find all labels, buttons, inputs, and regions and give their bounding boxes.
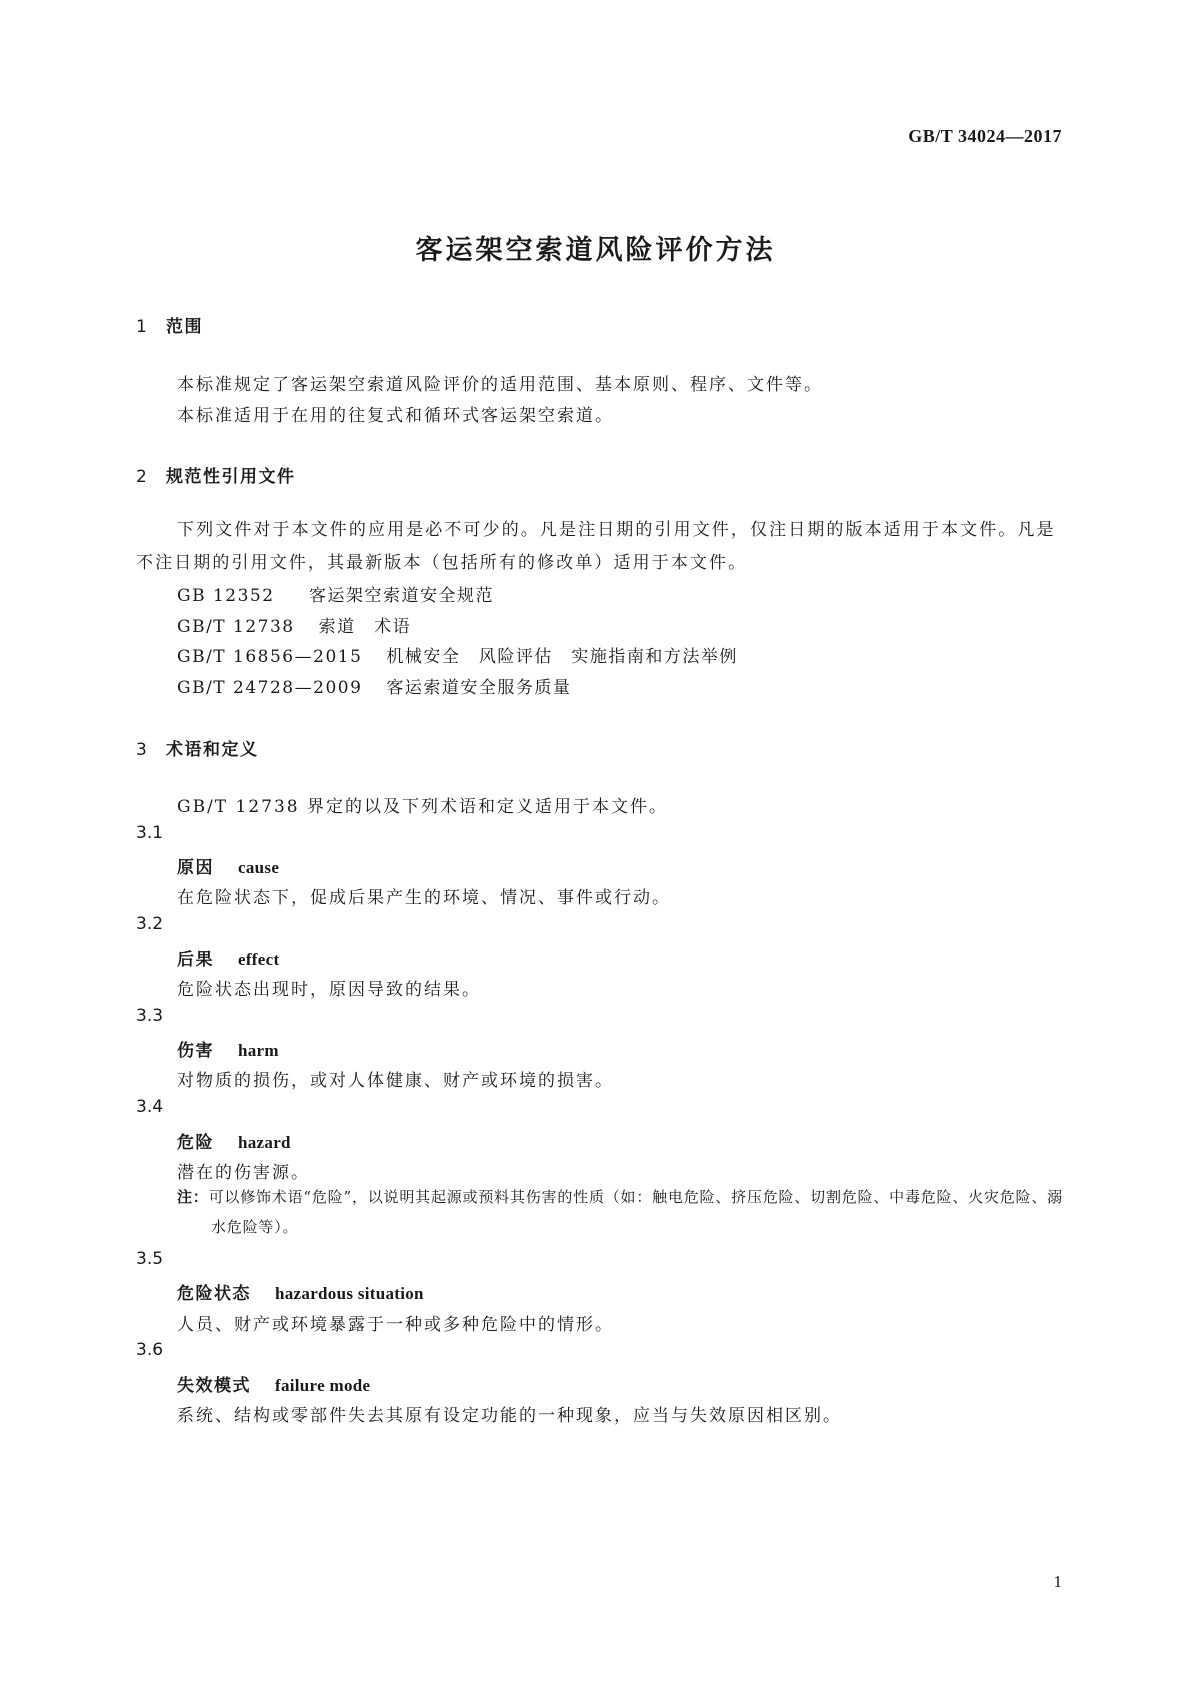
term-note xyxy=(177,1182,1063,1242)
term-en: hazardous situation xyxy=(275,1284,424,1303)
section-title: 术语和定义 xyxy=(166,740,259,760)
reference-title: 索道 术语 xyxy=(318,617,412,637)
section-number: 3 xyxy=(136,740,149,760)
paragraph: GB/T 12738 界定的以及下列术语和定义适用于本文件。 xyxy=(177,797,669,817)
document-title: 客运架空索道风险评价方法 xyxy=(415,235,776,266)
term-en: hazard xyxy=(238,1133,291,1152)
standard-number: GB/T 34024—2017 xyxy=(908,126,1062,146)
term-name xyxy=(177,1279,424,1304)
paragraph: 下列文件对于本文件的应用是必不可少的。凡是注日期的引用文件，仅注日期的版本适用于本文件。凡是不注日期的引用文件，其最新版本（包括所有的修改单）适用于本文件。 xyxy=(136,520,1056,573)
term-zh: 失效模式 xyxy=(177,1376,251,1396)
note-text: 可以修饰术语“危险”，以说明其起源或预料其伤害的性质（如：触电危险、挤压危险、切割危险、中毒危险、火灾危险、溺水危险等）。 xyxy=(208,1188,1063,1236)
section-3-heading xyxy=(136,735,259,760)
term-number: 3.2 xyxy=(136,914,164,934)
section-title: 规范性引用文件 xyxy=(166,467,296,487)
reference-title: 客运索道安全服务质量 xyxy=(386,678,572,698)
term-number: 3.6 xyxy=(136,1340,164,1360)
term-en: effect xyxy=(238,950,280,969)
section-number: 2 xyxy=(136,467,149,487)
note-label: 注： xyxy=(177,1188,209,1206)
term-definition: 对物质的损伤，或对人体健康、财产或环境的损害。 xyxy=(177,1071,614,1091)
paragraph: 本标准规定了客运架空索道风险评价的适用范围、基本原则、程序、文件等。 xyxy=(177,375,823,395)
term-number: 3.3 xyxy=(136,1006,164,1026)
term-definition: 潜在的伤害源。 xyxy=(177,1163,310,1183)
term-zh: 危险 xyxy=(177,1133,214,1153)
reference-title: 机械安全 风险评估 实施指南和方法举例 xyxy=(386,647,738,667)
reference-code: GB 12352 xyxy=(177,586,275,606)
term-name xyxy=(177,1128,291,1153)
term-zh: 原因 xyxy=(177,858,214,878)
reference-item xyxy=(177,612,411,637)
term-number: 3.5 xyxy=(136,1249,164,1269)
term-zh: 伤害 xyxy=(177,1041,214,1061)
term-name xyxy=(177,1371,370,1396)
term-zh: 危险状态 xyxy=(177,1284,251,1304)
term-name xyxy=(177,1036,279,1061)
term-en: harm xyxy=(238,1041,279,1060)
reference-item xyxy=(177,642,738,667)
term-number: 3.4 xyxy=(136,1097,164,1117)
reference-code: GB/T 16856—2015 xyxy=(177,647,363,667)
page-number: 1 xyxy=(1053,1572,1062,1591)
reference-item xyxy=(177,673,571,698)
reference-item xyxy=(177,581,494,606)
term-definition: 人员、财产或环境暴露于一种或多种危险中的情形。 xyxy=(177,1315,614,1335)
section-2-heading xyxy=(136,462,296,487)
reference-title: 客运架空索道安全规范 xyxy=(309,586,494,606)
section-1-heading xyxy=(136,312,203,337)
term-en: cause xyxy=(238,858,280,877)
reference-code: GB/T 12738 xyxy=(177,617,295,637)
reference-code: GB/T 24728—2009 xyxy=(177,678,363,698)
paragraph: 本标准适用于在用的往复式和循环式客运架空索道。 xyxy=(177,406,614,426)
section-number: 1 xyxy=(136,317,149,337)
section-title: 范围 xyxy=(166,317,203,337)
term-definition: 系统、结构或零部件失去其原有设定功能的一种现象，应当与失效原因相区别。 xyxy=(177,1406,842,1426)
term-definition: 在危险状态下，促成后果产生的环境、情况、事件或行动。 xyxy=(177,888,671,908)
term-zh: 后果 xyxy=(177,950,214,970)
term-name xyxy=(177,945,279,970)
term-definition: 危险状态出现时，原因导致的结果。 xyxy=(177,980,481,1000)
term-number: 3.1 xyxy=(136,823,164,843)
term-en: failure mode xyxy=(275,1376,371,1395)
term-name xyxy=(177,853,279,878)
